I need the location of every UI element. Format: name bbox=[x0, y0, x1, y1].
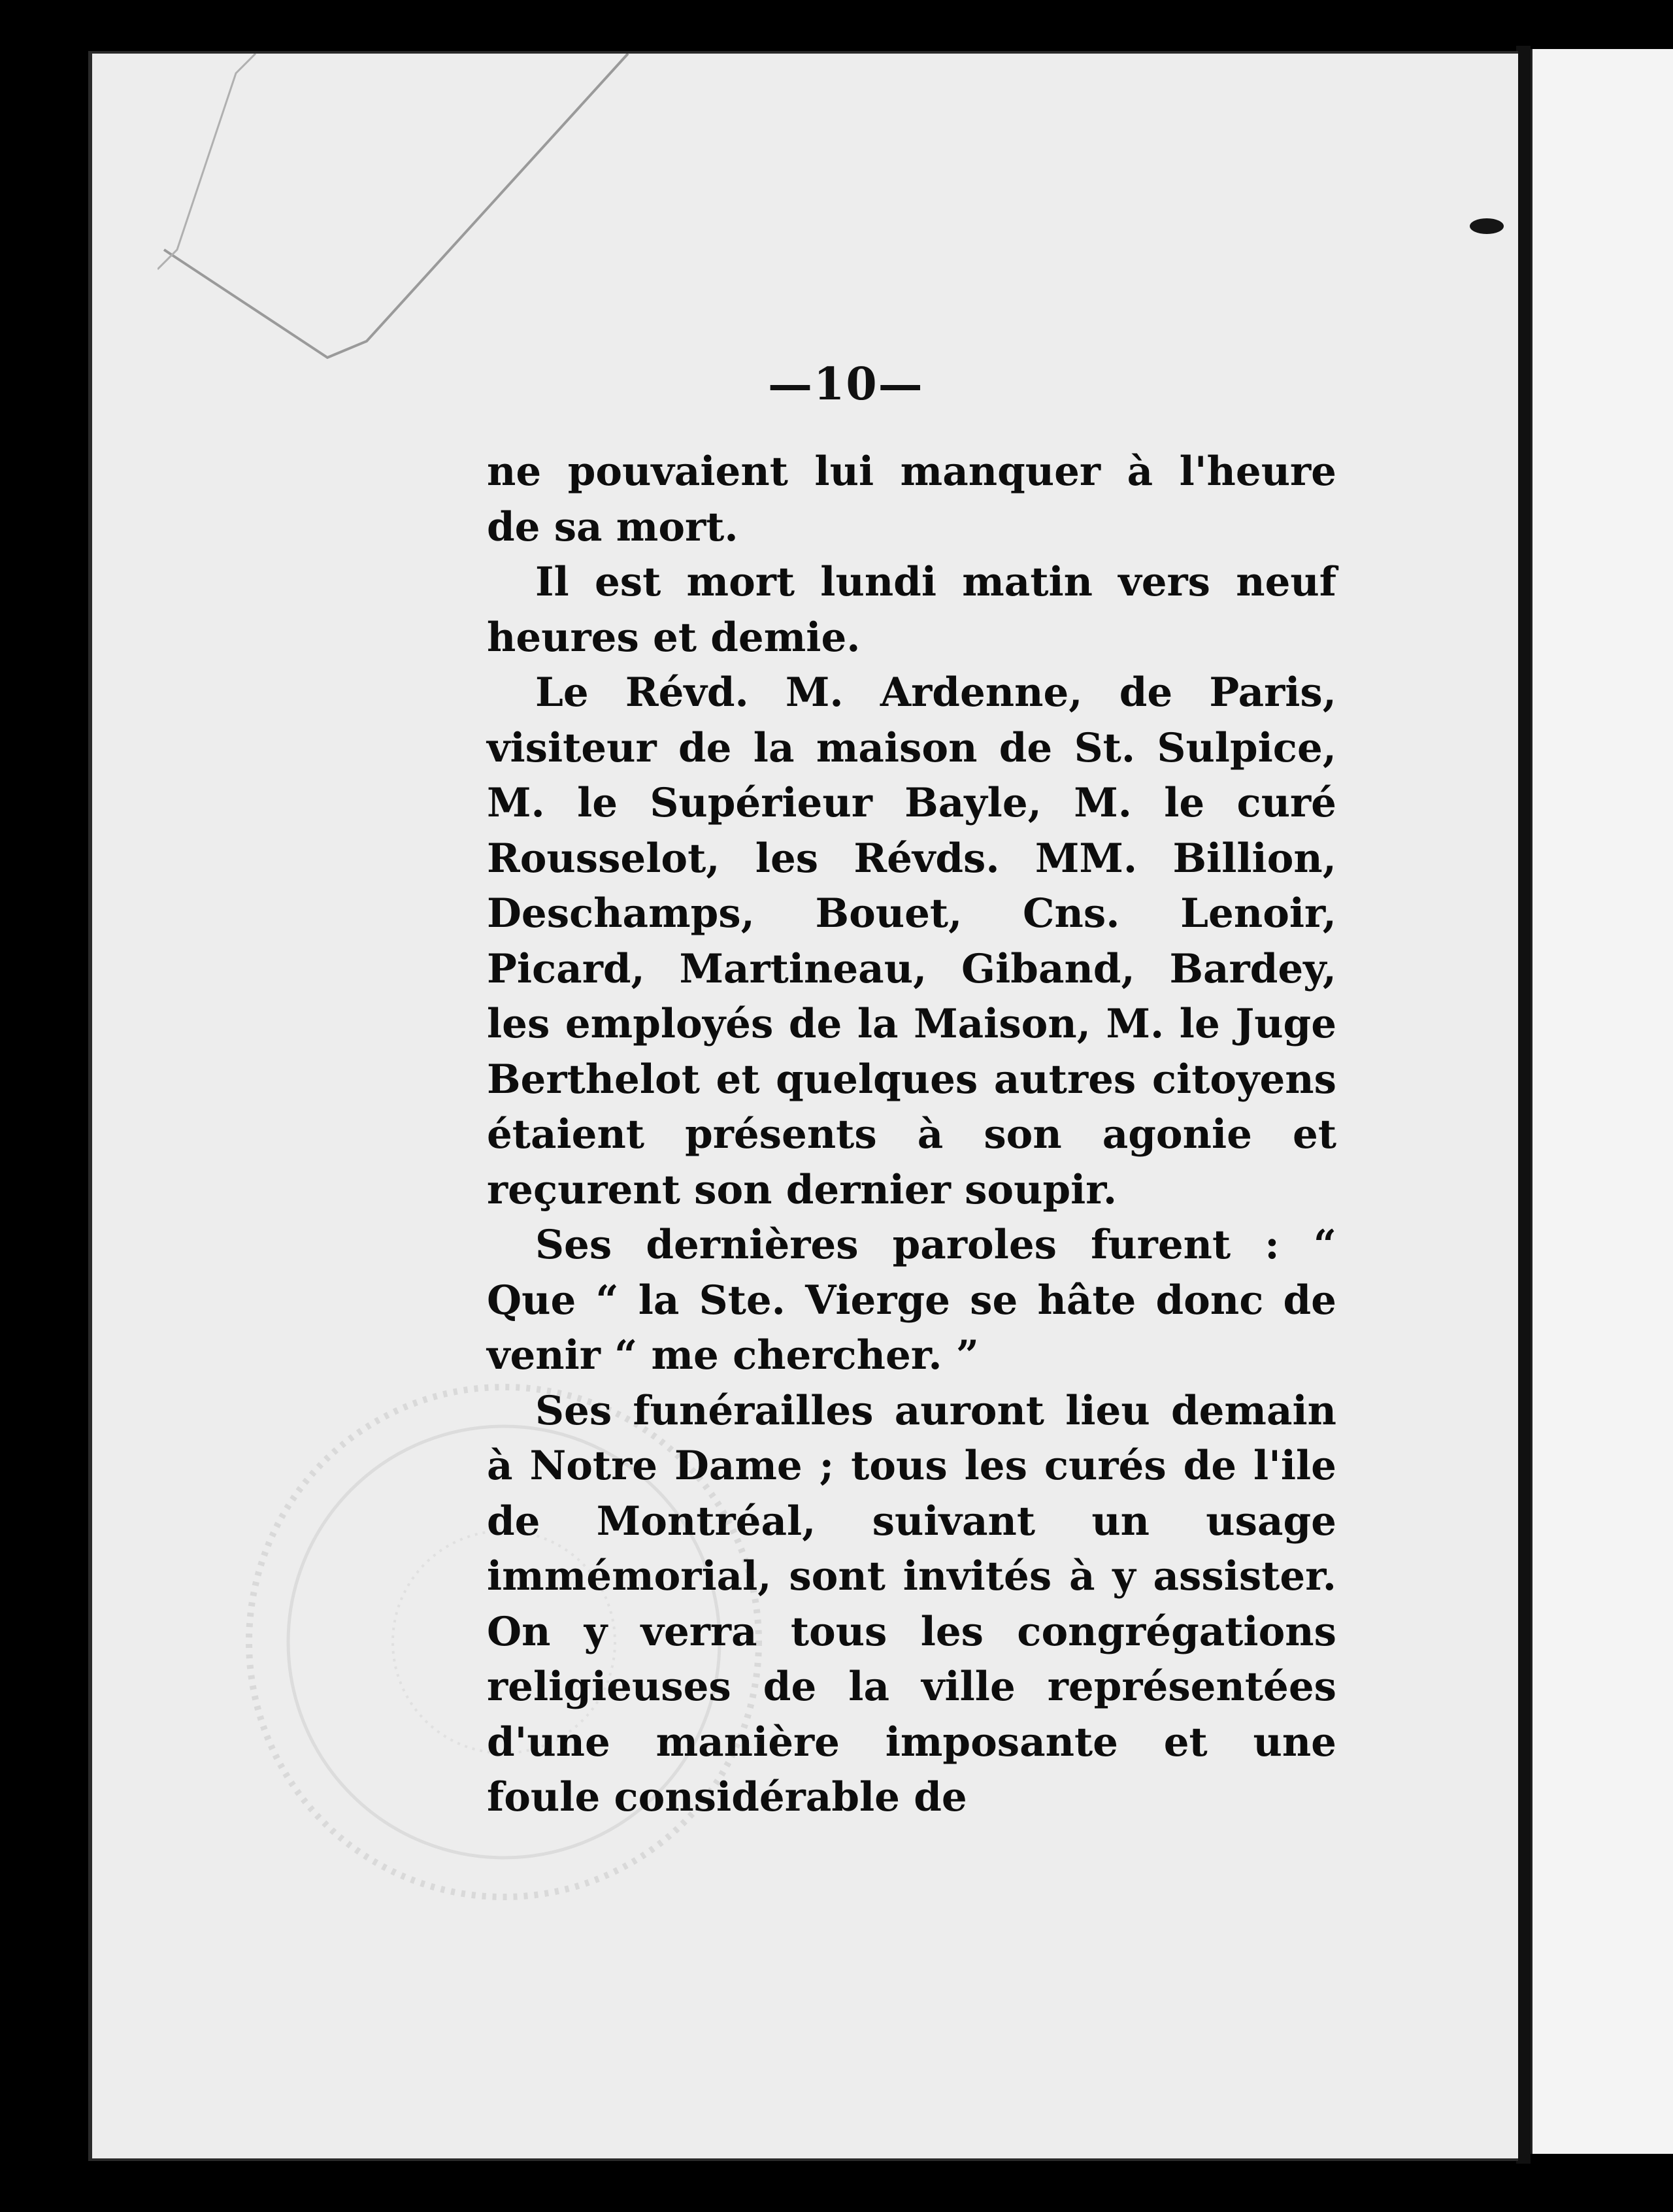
paragraph: Ses funérailles auront lieu demain à Notre Dame ; tous les curés de l'ile de Montréal, suivant un usage immémorial, sont invités à y assister. On y verra tous les congrégations religieuses de la ville représentées d'une manière imposante et une foule considérable de bbox=[487, 1387, 1336, 1820]
ink-blot bbox=[1470, 218, 1504, 234]
adjacent-page-edge bbox=[1531, 49, 1673, 2154]
body-text bbox=[487, 444, 1336, 1826]
paragraph: Ses dernières paroles furent : “ Que “ la Ste. Vierge se hâte donc de venir “ me chercher. ” bbox=[487, 1222, 1336, 1379]
book-spine-shadow bbox=[1516, 46, 1531, 2164]
paragraph: ne pouvaient lui manquer à l'heure de sa mort. bbox=[487, 448, 1336, 550]
page-number: —10— bbox=[768, 358, 924, 411]
paragraph: Il est mort lundi matin vers neuf heures et demie. bbox=[487, 559, 1336, 661]
folded-corner-outline bbox=[157, 54, 641, 361]
paragraph: Le Révd. M. Ardenne, de Paris, visiteur de la maison de St. Sulpice, M. le Supérieur Bayle, M. le curé Rousselot, les Révds. MM. Billion, Deschamps, Bouet, Cns. Lenoir, Picard, Martineau, Giband, Bardey, les employés de la Maison, M. le Juge Berthelot et quelques autres citoyens étaient présents à son agonie et reçurent son dernier soupir. bbox=[487, 669, 1336, 1213]
